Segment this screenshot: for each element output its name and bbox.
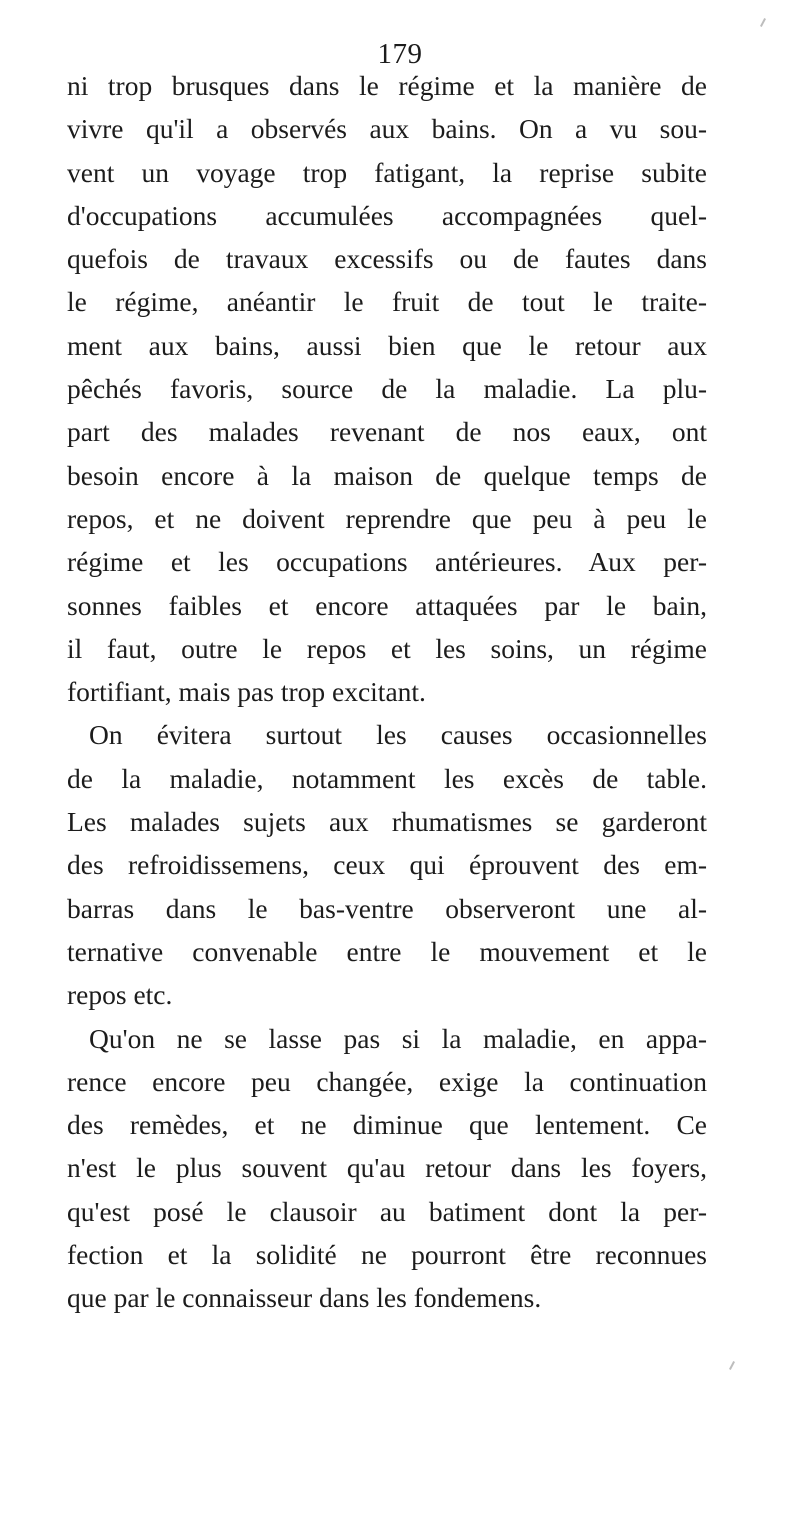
- text-line: quefois de travaux excessifs ou de fautes dans: [67, 243, 707, 275]
- text-line: ment aux bains, aussi bien que le retour aux: [67, 329, 707, 361]
- text-line: pêchés favoris, source de la maladie. La plu-: [67, 373, 707, 405]
- text-line: n'est le plus souvent qu'au retour dans les foyers,: [67, 1152, 707, 1184]
- text-line: repos, et ne doivent reprendre que peu à peu le: [67, 502, 707, 534]
- text-line: des refroidissemens, ceux qui éprouvent des em-: [67, 849, 707, 881]
- text-line: ni trop brusques dans le régime et la manière de: [67, 70, 707, 101]
- text-line: Les malades sujets aux rhumatismes se garderont: [67, 806, 707, 838]
- text-line: régime et les occupations antérieures. Aux per-: [67, 546, 707, 578]
- text-line: fection et la solidité ne pourront être reconnues: [67, 1239, 707, 1271]
- text-line: il faut, outre le repos et les soins, un régime: [67, 632, 707, 664]
- text-line: vivre qu'il a observés aux bains. On a vu sou-: [67, 113, 707, 145]
- text-line: ternative convenable entre le mouvement et le: [67, 935, 707, 967]
- paper-speck: [729, 1361, 735, 1370]
- text-line: rence encore peu changée, exige la continuation: [67, 1065, 707, 1097]
- text-line: sonnes faibles et encore attaquées par le bain,: [67, 589, 707, 621]
- text-line: On évitera surtout les causes occasionnelles: [89, 719, 707, 751]
- text-line: besoin encore à la maison de quelque temps de: [67, 459, 707, 491]
- text-line: qu'est posé le clausoir au batiment dont la per-: [67, 1195, 707, 1227]
- text-line: vent un voyage trop fatigant, la reprise subite: [67, 156, 707, 188]
- text-line: le régime, anéantir le fruit de tout le traite-: [67, 286, 707, 318]
- paper-speck: [760, 18, 766, 27]
- text-line: d'occupations accumulées accompagnées quel-: [67, 199, 707, 231]
- text-line: que par le connaisseur dans les fondemens.: [67, 1282, 542, 1314]
- page-number: 179: [377, 38, 423, 70]
- text-line: Qu'on ne se lasse pas si la maladie, en appa-: [89, 1022, 707, 1054]
- text-line: des remèdes, et ne diminue que lentement. Ce: [67, 1109, 707, 1141]
- body-text: [67, 64, 707, 1320]
- text-line: fortifiant, mais pas trop excitant.: [67, 676, 426, 708]
- text-line: repos etc.: [67, 979, 173, 1011]
- text-line: de la maladie, notamment les excès de table.: [67, 762, 707, 794]
- text-line: barras dans le bas-ventre observeront une al-: [67, 892, 707, 924]
- text-line: part des malades revenant de nos eaux, ont: [67, 416, 707, 448]
